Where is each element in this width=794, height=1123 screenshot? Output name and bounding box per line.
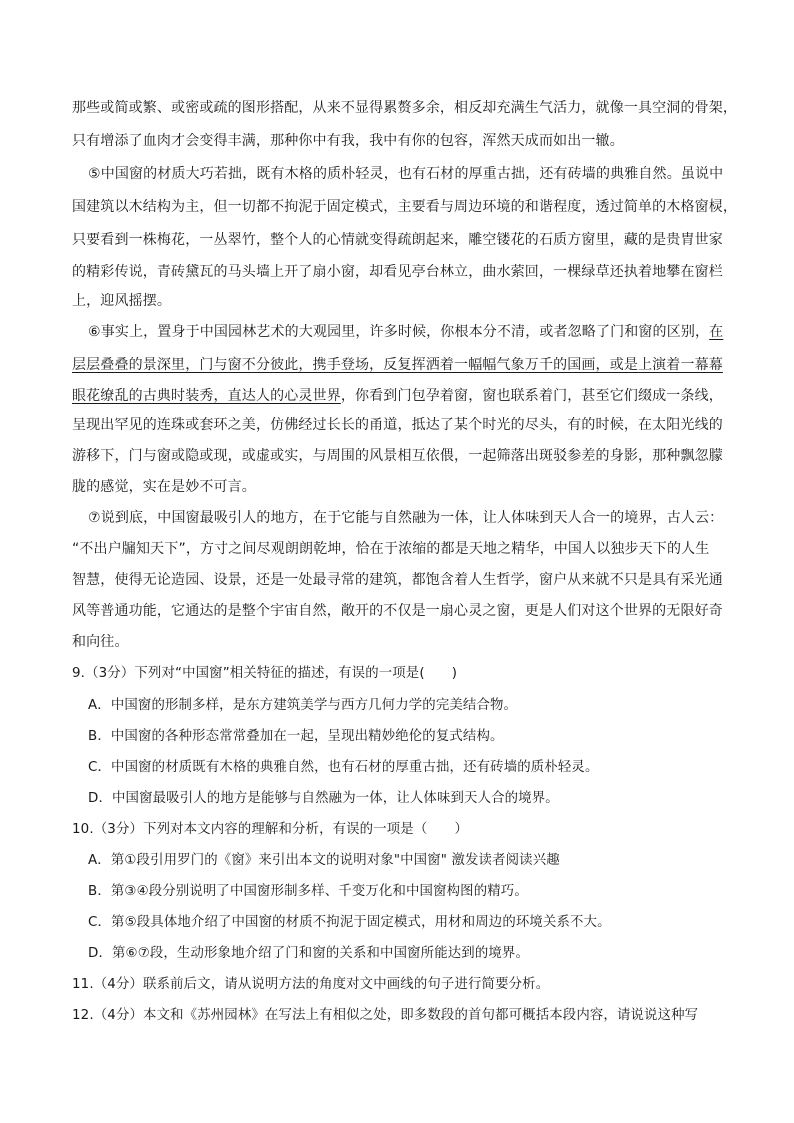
passage-line: “不出户牖知天下”，方寸之间尽观朗朗乾坤，恰在于浓缩的都是天地之精华，中国人以独步天下的人生 [72,541,710,557]
passage-text: ⑥事实上，置身于中国园林艺术的大观园里，许多时候，你根本分不清，或者忽略了门和窗的区别， [88,324,710,340]
question-9-option-b: B．中国窗的各种形态常常叠加在一起，呈现出精妙绝伦的复式结构。 [88,729,504,744]
question-10-option-b: B．第③④段分别说明了中国窗形制多样、千变万化和中国窗构图的精巧。 [88,884,528,899]
passage-line: 游移下，门与窗或隐或现，或虚或实，与周围的风景相互依偎，一起筛落出斑驳参差的身影，那种飘忽朦 [72,448,723,464]
question-10-option-c: C．第⑤段具体地介绍了中国窗的材质不拘泥于固定模式，用材和周边的环境关系不大。 [88,915,611,930]
passage-text: ，你看到门包孕着窗，窗也联系着门，甚至它们缀成一条线， [340,388,723,404]
paragraph-5-start: ⑤中国窗的材质大巧若拙，既有木格的质朴轻灵，也有石材的厚重古拙，还有砖墙的典雅自然。虽说中 [88,166,724,182]
underlined-sentence: 在 [709,324,724,340]
passage-line: 那些或简或繁、或密或疏的图形搭配，从来不显得累赘多余，相反却充满生气活力，就像一具空洞的骨架， [72,100,738,116]
passage-line: 智慧，使得无论造园、设景，还是一处最寻常的建筑，都饱含着人生哲学，窗户从来就不只是具有采光通 [72,572,723,588]
passage-line: 和向往。 [72,634,129,650]
passage-line: 的精彩传说，青砖黛瓦的马头墙上开了扇小窗，却看见亭台林立，曲水萦回，一棵绿草还执着地攀在窗栏 [72,264,723,280]
passage-line: 风等普通功能，它通达的是整个宇宙自然，敞开的不仅是一扇心灵之窗，更是人们对这个世界的无限好奇 [72,603,723,619]
question-10-option-d: D．第⑥⑦段，生动形象地介绍了门和窗的关系和中国窗所能达到的境界。 [88,946,529,961]
passage-line: 只要看到一株梅花，一丛翠竹，整个人的心情就变得疏朗起来，雕空镂花的石质方窗里，藏的是贵胄世家 [72,232,723,248]
underlined-sentence: 层层叠叠的景深里，门与窗不分彼此，携手登场，反复挥洒着一幅幅气象万千的国画，或是上演着一幕幕 [72,357,723,373]
paragraph-6-start [88,322,740,342]
question-9-option-d: D．中国窗最吸引人的地方是能够与自然融为一体，让人体味到天人合的境界。 [88,791,559,806]
question-10-option-a: A．第①段引用罗门的《窗》来引出本文的说明对象"中国窗" 激发读者阅读兴趣 [88,853,560,868]
passage-line: 上，迎风摇摆。 [72,293,172,309]
question-9-option-a: A．中国窗的形制多样，是东方建筑美学与西方几何力学的完美结合物。 [88,698,518,713]
question-11-stem: 11.（4分）联系前后文，请从说明方法的角度对文中画线的句子进行简要分析。 [72,977,550,992]
question-9-stem: 9.（3分）下列对“中国窗”相关特征的描述，有误的一项是( ) [72,666,458,681]
passage-line [72,386,724,406]
paragraph-7-start: ⑦说到底，中国窗最吸引人的地方，在于它能与自然融为一体，让人体味到天人合一的境界，古人云： [88,510,724,526]
passage-line: 只有增添了血肉才会变得丰满，那种你中有我，我中有你的包容，浑然天成而如出一辙。 [72,133,624,149]
underlined-sentence: 眼花缭乱的古典时装秀，直达人的心灵世界 [72,388,341,404]
question-10-stem: 10.（3分）下列对本文内容的理解和分析，有误的一项是（ ） [72,822,469,837]
question-12-stem: 12.（4分）本文和《苏州园林》在写法上有相似之处，即多数段的首句都可概括本段内容，请说说这种写 [72,1008,699,1023]
passage-line: 国建筑以木结构为主，但一切都不拘泥于固定模式，主要看与周边环境的和谐程度，透过简单的木格窗棂， [72,199,738,215]
passage-line: 呈现出罕见的连珠或套环之美，仿佛经过长长的甬道，抵达了某个时光的尽头，有的时候，在太阳光线的 [72,417,723,433]
passage-line: 胧的感觉，实在是妙不可言。 [72,479,256,495]
question-9-option-c: C．中国窗的材质既有木格的典雅自然，也有石材的厚重古拙，还有砖墙的质朴轻灵。 [88,760,599,775]
